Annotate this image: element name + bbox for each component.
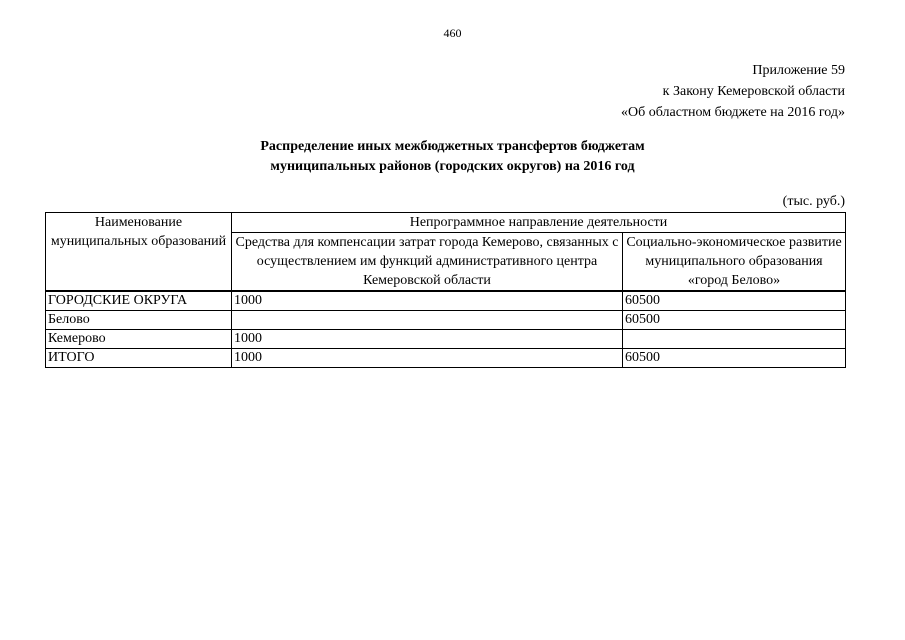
page-number: 460 [443,26,462,40]
header-col-b: Социально-экономическое развитие муниципального образования «город Белово» [623,233,846,292]
title-line-2: муниципальных районов (городских округов) на 2016 год [270,159,635,174]
row-name: Кемерово [46,330,232,349]
units-label: (тыс. руб.) [782,194,845,209]
appendix-line-2: к Закону Кемеровской области [662,84,845,99]
header-row-1 [46,213,846,233]
row-value-b: 60500 [623,349,846,368]
row-value-a: 1000 [232,349,623,368]
appendix-note [621,60,845,123]
row-value-b [623,330,846,349]
header-name: Наименование муниципальных образований [46,213,232,292]
row-name: ГОРОДСКИЕ ОКРУГА [46,291,232,311]
row-name: ИТОГО [46,349,232,368]
row-value-b: 60500 [623,291,846,311]
header-group: Непрограммное направление деятельности [232,213,846,233]
title-line-1: Распределение иных межбюджетных трансфертов бюджетам [260,139,645,154]
row-name: Белово [46,311,232,330]
appendix-line-3: «Об областном бюджете на 2016 год» [621,105,845,120]
row-value-a [232,311,623,330]
appendix-line-1: Приложение 59 [752,63,845,78]
row-value-b: 60500 [623,311,846,330]
table-row-total [46,349,846,368]
table-row [46,311,846,330]
table-row [46,291,846,311]
row-value-a: 1000 [232,291,623,311]
header-col-a: Средства для компенсации затрат города Кемерово, связанных с осуществлением им функций административного центра Кемеровской области [232,233,623,292]
row-value-a: 1000 [232,330,623,349]
document-title [0,137,905,177]
table-row [46,330,846,349]
transfers-table [45,212,846,368]
